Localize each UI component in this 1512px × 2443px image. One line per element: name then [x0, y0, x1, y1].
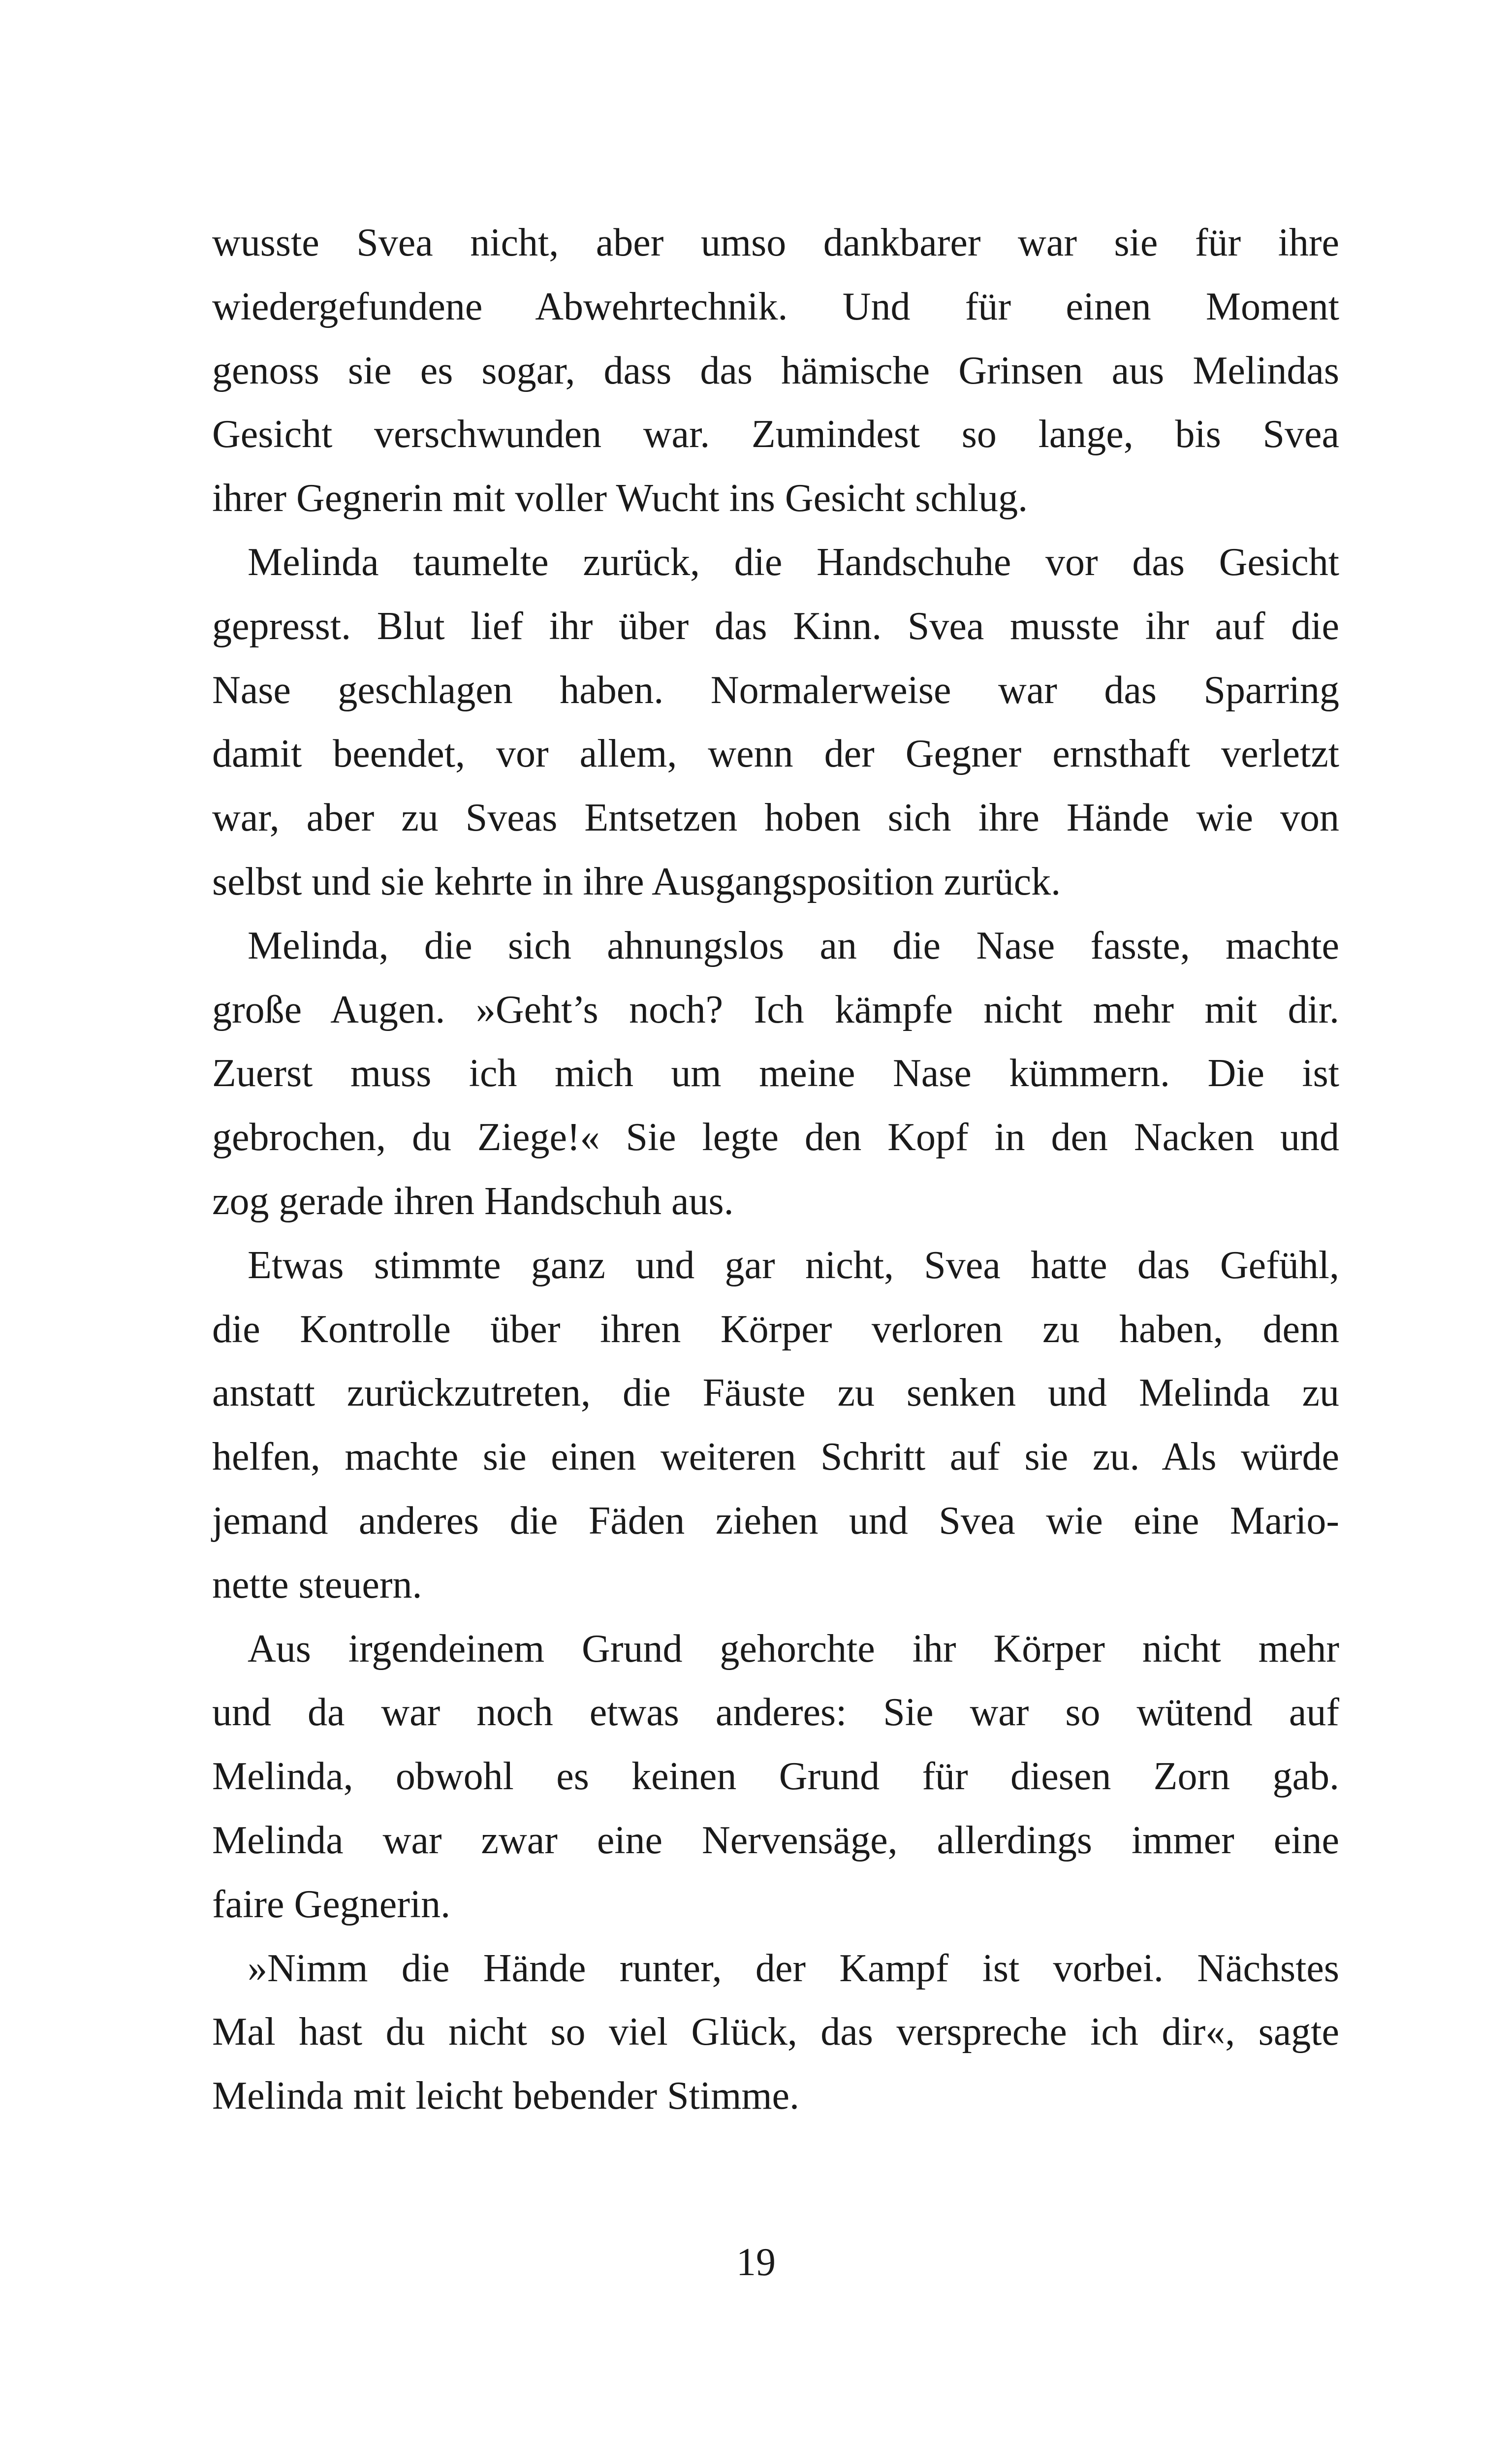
text-line: gepresst. Blut lief ihr über das Kinn. Svea musste ihr auf die [212, 604, 1339, 648]
text-line: die Kontrolle über ihren Körper verloren zu haben, denn [212, 1307, 1339, 1351]
text-line: war, aber zu Sveas Entsetzen hoben sich ihre Hände wie von [212, 796, 1339, 840]
text-line: jemand anderes die Fäden ziehen und Svea wie eine Mario- [212, 1499, 1339, 1543]
text-line: Zuerst muss ich mich um meine Nase kümmern. Die ist [212, 1052, 1339, 1095]
page-number: 19 [736, 2241, 776, 2284]
text-line: Melinda, die sich ahnungslos an die Nase fasste, machte [248, 924, 1339, 967]
text-line: selbst und sie kehrte in ihre Ausgangsposition zurück. [212, 860, 1061, 903]
text-line: Mal hast du nicht so viel Glück, das verspreche ich dir«, sagte [212, 2010, 1339, 2054]
text-line: und da war noch etwas anderes: Sie war so wütend auf [212, 1691, 1339, 1735]
text-line: Nase geschlagen haben. Normalerweise war das Sparring [212, 668, 1339, 712]
text-line: wiedergefundene Abwehrtechnik. Und für einen Moment [212, 285, 1339, 328]
text-line: genoss sie es sogar, dass das hämische Grinsen aus Melindas [212, 349, 1339, 392]
text-line: gebrochen, du Ziege!« Sie legte den Kopf in den Nacken und [212, 1116, 1339, 1159]
text-line: Gesicht verschwunden war. Zumindest so lange, bis Svea [212, 413, 1339, 456]
text-line: wusste Svea nicht, aber umso dankbarer war sie für ihre [212, 221, 1339, 264]
text-line: damit beendet, vor allem, wenn der Gegner ernsthaft verletzt [212, 732, 1339, 776]
text-line: anstatt zurückzutreten, die Fäuste zu senken und Melinda zu [212, 1371, 1339, 1415]
text-line: helfen, machte sie einen weiteren Schritt auf sie zu. Als würde [212, 1435, 1339, 1479]
text-line: »Nimm die Hände runter, der Kampf ist vorbei. Nächstes [248, 1946, 1339, 1990]
text-line: Melinda taumelte zurück, die Handschuhe vor das Gesicht [248, 540, 1339, 584]
text-line: ihrer Gegnerin mit voller Wucht ins Gesicht schlug. [212, 477, 1028, 520]
text-line: zog gerade ihren Handschuh aus. [212, 1179, 734, 1223]
text-line: Melinda mit leicht bebender Stimme. [212, 2074, 800, 2118]
body-text [212, 211, 1339, 2128]
text-line: Aus irgendeinem Grund gehorchte ihr Körper nicht mehr [248, 1627, 1339, 1671]
text-line: Melinda war zwar eine Nervensäge, allerdings immer eine [212, 1818, 1339, 1862]
text-line: große Augen. »Geht’s noch? Ich kämpfe nicht mehr mit dir. [212, 988, 1339, 1031]
text-line: Etwas stimmte ganz und gar nicht, Svea hatte das Gefühl, [248, 1243, 1339, 1287]
text-line: faire Gegnerin. [212, 1882, 451, 1926]
text-line: nette steuern. [212, 1563, 422, 1607]
text-line: Melinda, obwohl es keinen Grund für diesen Zorn gab. [212, 1755, 1339, 1799]
